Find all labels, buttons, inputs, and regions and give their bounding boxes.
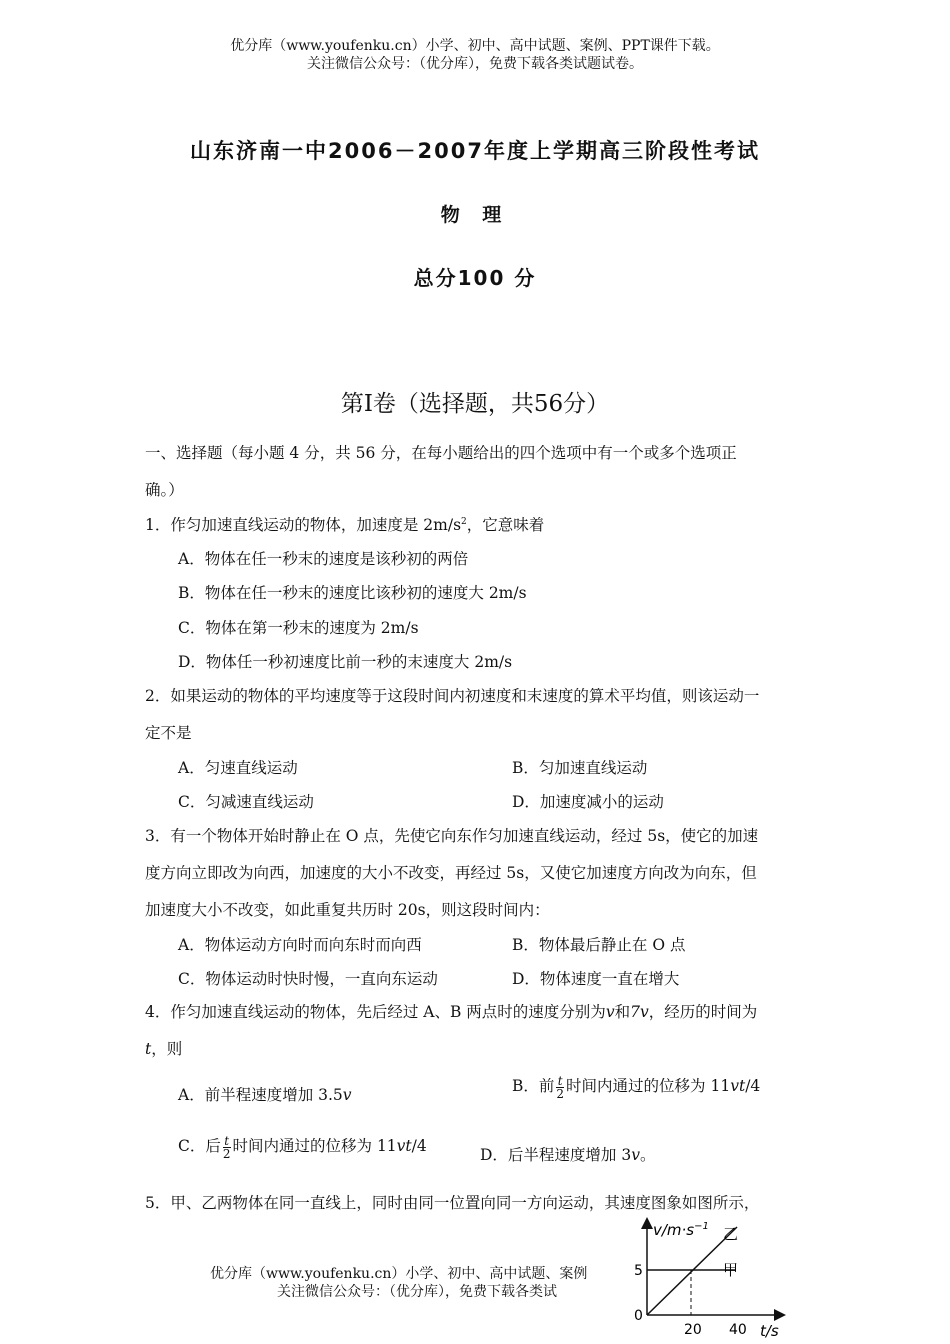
fraction-numerator: t (557, 1073, 563, 1088)
q1-option-d: D．物体任一秒初速度比前一秒的末速度大 2m/s (178, 653, 513, 671)
q4-option-c-fraction (223, 1135, 231, 1160)
section-heading: 第Ⅰ卷（选择题，共56分） (340, 391, 610, 417)
total-score: 总分100 分 (413, 266, 537, 290)
q2-option-d: D．加速度减小的运动 (512, 793, 664, 811)
q4-option-b-pre: B．前 (512, 1077, 555, 1095)
q4-var-v: v (605, 1003, 615, 1021)
q4-stem-text: 4．作匀加速直线运动的物体，先后经过 A、B 两点时的速度分别为 (145, 1003, 606, 1021)
instructions-line-2: 确。） (145, 481, 184, 499)
x-tick-40: 40 (729, 1322, 747, 1338)
q1-option-b: B．物体在任一秒末的速度比该秒初的速度大 2m/s (178, 584, 527, 602)
q4-option-c-post: 时间内通过的位移为 11 (232, 1137, 397, 1155)
q2-option-a: A．匀速直线运动 (178, 759, 298, 777)
fraction-denominator: 2 (222, 1146, 231, 1161)
q1-stem (145, 513, 544, 535)
fraction-denominator: 2 (556, 1086, 565, 1101)
q2-stem-2: 定不是 (145, 724, 192, 742)
q4-option-d (480, 1143, 656, 1165)
q4-option-b (512, 1074, 760, 1100)
q4-stem-1 (145, 1000, 757, 1022)
q4-option-c-div: /4 (411, 1137, 427, 1155)
q4-option-d-end: 。 (639, 1146, 656, 1164)
q1-option-c: C．物体在第一秒末的速度为 2m/s (178, 619, 419, 637)
footer-line-2: 关注微信公众号：（优分库），免费下载各类试 (277, 1284, 557, 1300)
q4-option-d-var: v (631, 1146, 640, 1164)
footer-line-1: 优分库（www.youfenku.cn）小学、初中、高中试题、案例 (210, 1266, 588, 1282)
instructions-line-1: 一、选择题（每小题 4 分，共 56 分，在每小题给出的四个选项中有一个或多个选项正 (145, 444, 737, 462)
q4-option-d-text: D．后半程速度增加 3 (480, 1146, 632, 1164)
fraction-numerator: t (224, 1133, 230, 1148)
q4-option-b-div: /4 (745, 1077, 761, 1095)
q4-option-b-post: 时间内通过的位移为 11 (566, 1077, 731, 1095)
q3-option-d: D．物体速度一直在增大 (512, 970, 680, 988)
q4-option-c-vt: vt (396, 1137, 412, 1155)
x-axis-label: t/s (760, 1322, 779, 1340)
q4-option-a (178, 1083, 352, 1105)
header-line-1: 优分库（www.youfenku.cn）小学、初中、高中试题、案例、PPT课件下载。 (230, 38, 720, 54)
q1-stem-text: 1．作匀加速直线运动的物体，加速度是 2m/s (145, 516, 462, 534)
label-jia: 甲 (723, 1261, 739, 1279)
label-yi: 乙 (723, 1225, 739, 1243)
q4-option-a-text: A．前半程速度增加 3.5 (178, 1086, 343, 1104)
q1-stem-sup: 2 (461, 516, 467, 527)
q3-stem-2: 度方向立即改为向西，加速度的大小不改变，再经过 5s，又使它加速度方向改为向东，但 (145, 864, 757, 882)
q3-option-a: A．物体运动方向时而向东时而向西 (178, 936, 422, 954)
y-axis-label: $v/m\cdot s^{-1}$ (653, 1221, 709, 1239)
q4-stem-2 (145, 1037, 182, 1059)
q2-stem-1: 2．如果运动的物体的平均速度等于这段时间内初速度和末速度的算术平均值，则该运动一 (145, 687, 760, 705)
q4-option-a-var: v (342, 1086, 352, 1104)
subject-title: 物 理 (440, 204, 510, 226)
x-tick-20: 20 (684, 1322, 702, 1338)
q4-and: 和 (614, 1003, 631, 1021)
exam-title: 山东济南一中2006－2007年度上学期高三阶段性考试 (190, 139, 760, 163)
q3-stem-3: 加速度大小不改变，如此重复共历时 20s，则这段时间内： (145, 901, 550, 919)
origin-label: 0 (634, 1308, 643, 1324)
q1-stem-tail: ，它意味着 (466, 516, 545, 534)
q4-option-c (178, 1134, 427, 1160)
q5-stem: 5．甲、乙两物体在同一直线上，同时由同一位置向同一方向运动，其速度图象如图所示， (145, 1194, 760, 1212)
q4-option-b-fraction (556, 1075, 564, 1100)
q2-option-b: B．匀加速直线运动 (512, 759, 648, 777)
q3-option-b: B．物体最后静止在 O 点 (512, 936, 686, 954)
q4-var-t: t (145, 1040, 152, 1058)
q3-stem-1: 3．有一个物体开始时静止在 O 点，先使它向东作匀加速直线运动，经过 5s，使它的加速 (145, 827, 759, 845)
y-tick-5: 5 (634, 1263, 643, 1279)
q2-option-c: C．匀减速直线运动 (178, 793, 314, 811)
q1-option-a: A．物体在任一秒末的速度是该秒初的两倍 (178, 550, 469, 568)
q4-option-c-pre: C．后 (178, 1137, 221, 1155)
q4-option-b-vt: vt (730, 1077, 746, 1095)
header-line-2: 关注微信公众号：（优分库），免费下载各类试题试卷。 (307, 56, 643, 72)
q4-stem-tail: ，经历的时间为 (648, 1003, 758, 1021)
q3-option-c: C．物体运动时快时慢，一直向东运动 (178, 970, 438, 988)
velocity-time-graph (625, 1215, 795, 1340)
q4-var-7v: 7v (630, 1003, 649, 1021)
q4-stem-2-text: ，则 (151, 1040, 183, 1058)
